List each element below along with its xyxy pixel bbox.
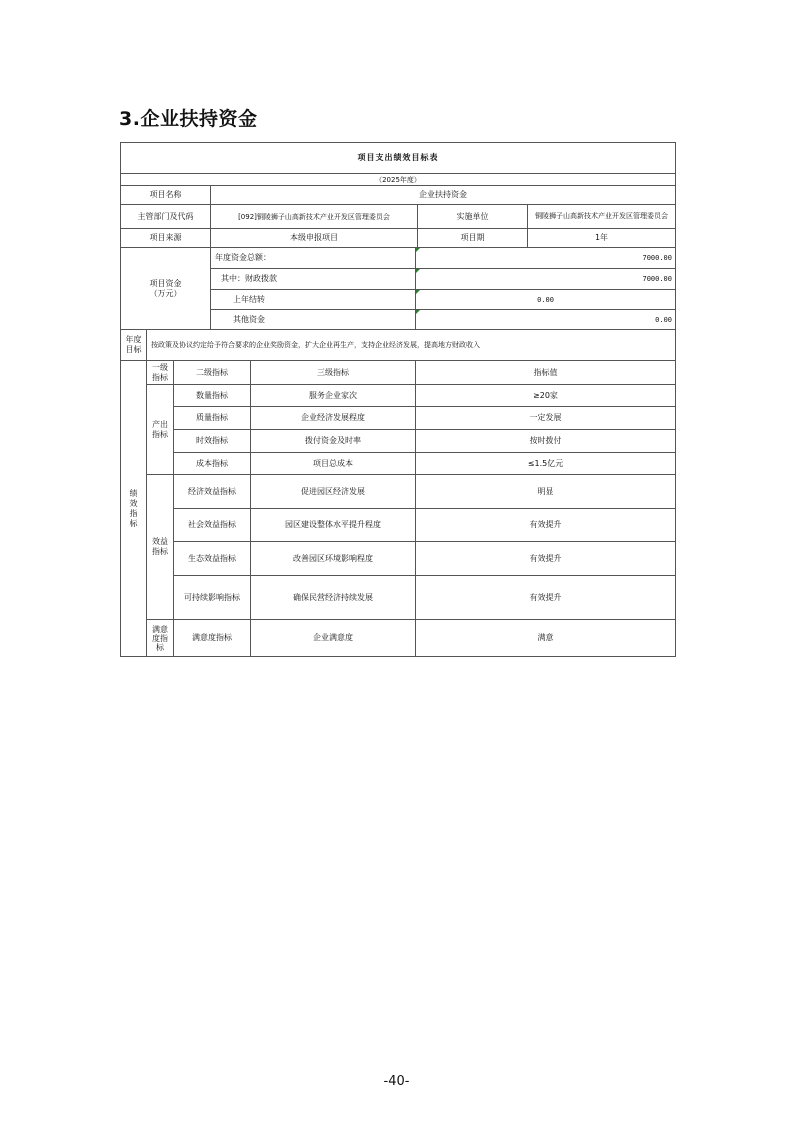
period-value: 1年 <box>528 229 675 248</box>
header-value: 指标值 <box>416 361 675 385</box>
page-number: -40- <box>383 1074 410 1089</box>
source-label: 项目来源 <box>121 229 211 248</box>
funds-carryover-value: 0.00 <box>416 290 675 310</box>
output-l2: 时效指标 <box>174 430 251 453</box>
satisfaction-l2: 满意度指标 <box>174 620 251 656</box>
output-l3: 拨付资金及时率 <box>251 430 416 453</box>
benefit-value: 明显 <box>416 475 675 509</box>
table-year: （2025年度） <box>121 174 675 186</box>
impl-label: 实施单位 <box>418 205 528 229</box>
annual-goal-text: 按政策及协议约定给予符合要求的企业奖励资金，扩大企业再生产，支持企业经济发展，提高地方财政收入 <box>147 330 675 361</box>
output-l3: 企业经济发展程度 <box>251 407 416 430</box>
funds-other-value: 0.00 <box>416 310 675 330</box>
table-title: 项目支出绩效目标表 <box>121 143 675 174</box>
funds-carryover-label: 上年结转 <box>211 290 416 310</box>
header-l2: 二级指标 <box>174 361 251 385</box>
benefit-l2: 可持续影响指标 <box>174 576 251 620</box>
benefit-value: 有效提升 <box>416 576 675 620</box>
output-l2: 数量指标 <box>174 385 251 407</box>
performance-table <box>120 142 676 657</box>
benefit-l3: 园区建设整体水平提升程度 <box>251 509 416 542</box>
output-value: ≤1.5亿元 <box>416 453 675 475</box>
funds-other-label: 其他资金 <box>211 310 416 330</box>
period-label: 项目期 <box>418 229 528 248</box>
output-l3: 服务企业家次 <box>251 385 416 407</box>
section-heading: 3.企业扶持资金 <box>119 108 258 130</box>
benefit-l2: 社会效益指标 <box>174 509 251 542</box>
output-l3: 项目总成本 <box>251 453 416 475</box>
benefit-l3: 改善园区环境影响程度 <box>251 542 416 576</box>
output-l2: 成本指标 <box>174 453 251 475</box>
funds-label: 项目资金 （万元） <box>121 248 211 330</box>
perf-indicator-label: 绩 效 指 标 <box>121 361 147 656</box>
project-name-value: 企业扶持资金 <box>211 186 675 205</box>
funds-fiscal-value: 7000.00 <box>416 269 675 290</box>
output-l2: 质量指标 <box>174 407 251 430</box>
benefit-indicator-label: 效益 指标 <box>147 475 174 620</box>
funds-fiscal-label: 其中：财政拨款 <box>211 269 416 290</box>
benefit-l2: 经济效益指标 <box>174 475 251 509</box>
annual-goal-label: 年度 目标 <box>121 330 147 361</box>
benefit-l3: 确保民营经济持续发展 <box>251 576 416 620</box>
satisfaction-indicator-label: 满意 度指 标 <box>147 620 174 656</box>
satisfaction-l3: 企业满意度 <box>251 620 416 656</box>
benefit-value: 有效提升 <box>416 509 675 542</box>
funds-total-label: 年度资金总额： <box>211 248 416 269</box>
output-indicator-label: 产出 指标 <box>147 385 174 475</box>
benefit-l2: 生态效益指标 <box>174 542 251 576</box>
output-value: 一定发展 <box>416 407 675 430</box>
dept-label: 主管部门及代码 <box>121 205 211 229</box>
funds-total-value: 7000.00 <box>416 248 675 269</box>
benefit-l3: 促进园区经济发展 <box>251 475 416 509</box>
satisfaction-value: 满意 <box>537 633 554 642</box>
dept-value: [092]铜陵狮子山高新技术产业开发区管理委员会 <box>211 205 418 229</box>
project-name-label: 项目名称 <box>121 186 211 205</box>
impl-value: 铜陵狮子山高新技术产业开发区管理委员会 <box>528 205 675 229</box>
header-l1: 一级 指标 <box>147 361 174 385</box>
header-l3: 三级指标 <box>251 361 416 385</box>
benefit-value: 有效提升 <box>416 542 675 576</box>
output-value: 按时拨付 <box>416 430 675 453</box>
output-value: ≥20家 <box>416 385 675 407</box>
source-value: 本级申报项目 <box>211 229 418 248</box>
